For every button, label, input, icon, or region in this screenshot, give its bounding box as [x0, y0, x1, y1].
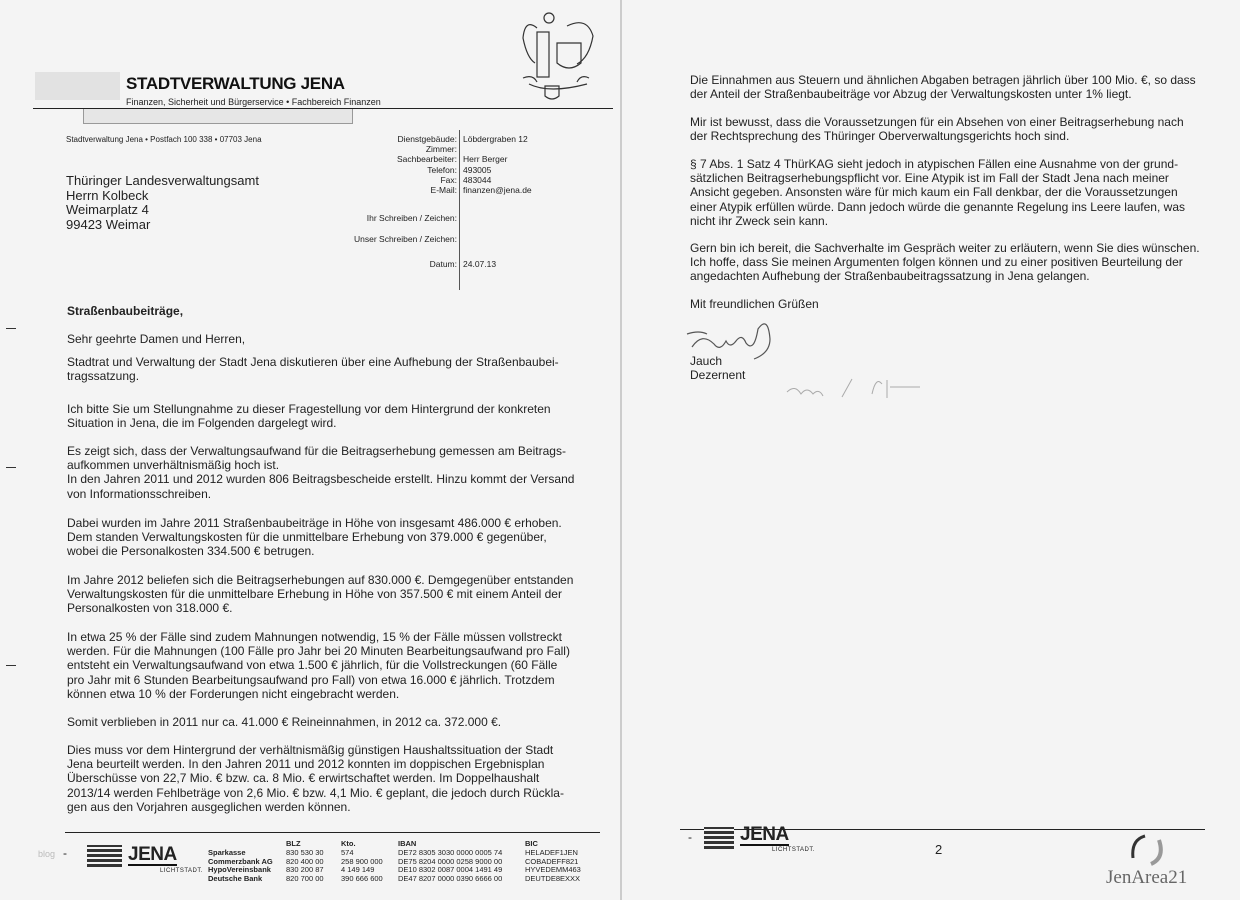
blog-watermark: blog [38, 849, 56, 859]
paragraph [67, 444, 574, 501]
text-line: Es zeigt sich, dass der Verwaltungsaufwand für die Beitragserhebung gemessen am Beitrags- [67, 444, 566, 458]
paragraph [67, 402, 551, 430]
text-line: Straßenbaubeiträge, [67, 304, 184, 318]
paragraph [67, 630, 570, 701]
text-line: Ich hoffe, dass Sie meinen Argumenten folgen können und zu einer positiven Beurteilung der [690, 255, 1183, 270]
signature-name: Jauch [690, 354, 723, 368]
info-label: Zimmer: [425, 144, 457, 155]
datum-value: 24.07.13 [463, 259, 497, 269]
bank-cell: HELADEF1JEN [525, 848, 578, 857]
text-line: der Rechtsprechung des Thüringer Oberverwaltungsgerichts hoch sind. [690, 129, 1070, 144]
info-label: E-Mail: [430, 185, 457, 195]
text-line: entsteht ein Verwaltungsaufwand von etwa 1.500 € jährlich, für die Vollstreckungen (60 Fälle [67, 658, 558, 673]
text-line: Mit freundlichen Grüßen [690, 297, 819, 311]
paragraph [67, 573, 573, 616]
sender-line: Stadtverwaltung Jena • Postfach 100 338 • 07703 Jena [66, 135, 262, 144]
bank-header: IBAN [398, 839, 417, 848]
text-line: Dabei wurden im Jahre 2011 Straßenbaubeiträge in Höhe von insgesamt 486.000 € erhoben. [67, 516, 562, 530]
paragraph [690, 115, 1184, 143]
text-line: Mir ist bewusst, dass die Voraussetzungen für ein Absehen von einer Beitragserhebung nach [690, 115, 1184, 129]
text-line: sätzlichen Beitragserhebungspflicht vor. Eine Atypik ist im Fall der Stadt Jena nach meiner [690, 171, 1169, 186]
info-value: Herr Berger [463, 154, 508, 165]
text-line: der Anteil der Straßenbaubeiträge vor Abzug der Verwaltungskosten unter 1% liegt. [690, 87, 1132, 102]
bank-cell: 390 666 600 [341, 874, 383, 884]
recipient-line: 99423 Weimar [66, 216, 151, 232]
text-line: In den Jahren 2011 und 2012 wurden 806 Beitragsbescheide erstellt. Hinzu kommt der Versand [67, 472, 575, 487]
unser-schreiben-label: Unser Schreiben / Zeichen: [354, 234, 457, 244]
text-line: Ansicht gegeben. Ansonsten wäre für mich kaum ein Fall denkbar, der die Voraussetzungen [690, 185, 1178, 200]
jenarea-logo-icon [1127, 832, 1167, 868]
text-line: pro Jahr mit 6 Stunden Bearbeitungsaufwand pro Fall) von etwa 16.000 € jährlich. Trotzdem [67, 672, 555, 687]
text-line: Personalkosten von 318.000 €. [67, 601, 233, 616]
bank-cell: DE75 8204 0000 0258 9000 00 [398, 856, 503, 866]
bank-cell: DE10 8302 0087 0004 1491 49 [398, 865, 503, 875]
text-line: In etwa 25 % der Fälle sind zudem Mahnungen notwendig, 15 % der Fälle müssen vollstreckt [67, 630, 562, 644]
text-line: Somit verblieben in 2011 nur ca. 41.000 € Reineinnahmen, in 2012 ca. 372.000 €. [67, 715, 502, 729]
jena-logo-icon [704, 827, 734, 849]
text-line: nicht ihr Zweck sein kann. [690, 213, 829, 228]
bank-name: HypoVereinsbank [208, 865, 271, 875]
text-line: tragssatzung. [67, 369, 140, 384]
text-line: Stadtrat und Verwaltung der Stadt Jena diskutieren über eine Aufhebung der Straßenbaubei- [67, 355, 559, 369]
info-value: Löbdergraben 12 [463, 134, 528, 144]
bank-header: BIC [525, 839, 538, 848]
ihr-schreiben-label: Ihr Schreiben / Zeichen: [366, 213, 457, 223]
text-line: gen aus den Vorjahren ausgeglichen werden können. [67, 799, 351, 814]
jena-logo-text: JENA [740, 824, 789, 845]
info-label: Sachbearbeiter: [396, 154, 457, 165]
handwritten-note [782, 372, 952, 402]
redacted-block [35, 72, 120, 100]
coat-of-arms-logo [517, 8, 599, 108]
text-line: § 7 Abs. 1 Satz 4 ThürKAG sieht jedoch in atypischen Fällen eine Ausnahme von der grund- [690, 157, 1179, 171]
paragraph [67, 743, 564, 814]
text-line: Jena beurteilt werden. In den Jahren 2011 und 2012 konnten im doppischen Ergebnisplan [67, 757, 545, 772]
paragraph [690, 157, 1185, 228]
letter-page-1: STADTVERWALTUNG JENA Finanzen, Sicherheit und Bürgerservice • Fachbereich Finanzen Stadtverwaltung Jena • Postfach 100 338 • 07703 Jena Thüringer Landesverwaltungsamt Herrn Kolbeck Weimarplatz 4 99423 Weimar Dienstgebäude: Löbdergraben 12 Zimmer: Sachbearbeiter: Herr Berger Telefon: 493005 Fax: 483044 E-Mail: finanzen@jena.de Ihr Schreiben / Zeichen: Unser Schreiben / Zeichen: Datum: 24.07.13 Straßenbaubeiträge, Sehr geehrte Damen und Herren, Stadtrat und Verwaltung der Stadt Jena diskutieren über eine Aufhebung der Straßenbaubei- tragssatzung. Ich bitte Sie um Stellungnahme zu dieser Fragestellung vor dem Hintergrund der konkreten Situation in Jena, die im Folgenden dargelegt wird. Es zeigt sich, dass der Verwaltungsaufwand für die Beitragserhebung gemessen am Beitrags- aufkommen unverhältnismäßig hoch ist. In den Jahren 2011 und 2012 wurden 806 Beitragsbescheide erstellt. Hinzu kommt der Versand von Informationsschreiben. Dabei wurden im Jahre 2011 Straßenbaubeiträge in Höhe von insgesamt 486.000 € erhoben. Dem standen Verwaltungskosten für die unmittelbare Erhebung von 379.000 € gegenüber, wobei die Personalkosten 334.500 € betrugen. Im Jahre 2012 beliefen sich die Beitragserhebungen auf 830.000 €. Demgegenüber entstanden Verwaltungskosten für die unmittelbare Erhebung in Höhe von 357.500 € mit einem Anteil der Personalkosten von 318.000 €. In etwa 25 % der Fälle sind zudem Mahnungen notwendig, 15 % der Fälle müssen vollstreckt werden. Für die Mahnungen (100 Fälle pro Jahr bei 20 Minuten Bearbeitungsaufwand pro Fall) entsteht ein Verwaltungsaufwand von etwa 1.500 € jährlich, für die Vollstreckungen (60 Fälle pro Jahr mit 6 Stunden Bearbeitungsaufwand pro Fall) von etwa 16.000 € jährlich. Trotzdem können etwa 10 % der Forderungen nicht eingebracht werden. Somit verblieben in 2011 nur ca. 41.000 € Reineinnahmen, in 2012 ca. 372.000 €. Dies muss vor dem Hintergrund der verhältnismäßig günstigen Haushaltssituation der Stadt Jena beurteilt werden. In den Jahren 2011 und 2012 konnten im doppischen Ergebnisplan Überschüsse von 22,7 Mio. € bzw. ca. 8 Mio. € erwirtschaftet werden. Im Doppelhaushalt 2013/14 werden Fehlbeträge von 2,6 Mio. € bzw. 4,1 Mio. € geplant, die jedoch durch Rückla- gen aus den Vorjahren ausgeglichen werden können. blog - JENA LICHTSTADT. BLZ Kto. IBAN BIC Sparkasse 830 530 30 574 DE72 8305 3030 0000 0005 74 HELADEF1JEN Commerzbank AG 820 400 00 258 900 000 DE75 8204 0000 0258 9000 00 COBADEFF821 HypoVereinsbank 830 200 87 4 149 149 DE10 8302 0087 0004 1491 49 HYVEDEMM463 Deutsche Bank 820 700 00 390 666 600 DE47 8207 0000 0390 6666 00 DEUTDE8EXXX [0, 0, 620, 900]
bank-cell: 4 149 149 [341, 865, 375, 875]
jena-logo-text: JENA [128, 844, 177, 865]
bank-cell: 820 400 00 [286, 856, 324, 866]
text-line: aufkommen unverhältnismäßig hoch ist. [67, 458, 280, 473]
text-line: von Informationsschreiben. [67, 486, 212, 501]
bank-cell: HYVEDEMM463 [525, 865, 581, 875]
paragraph [67, 715, 501, 729]
text-line: Überschüsse von 22,7 Mio. € bzw. ca. 8 Mio. € erwirtschaftet werden. Im Doppelhaushalt [67, 771, 540, 786]
bank-cell: 574 [341, 848, 354, 857]
text-line: Dies muss vor dem Hintergrund der verhältnismäßig günstigen Haushaltssituation der Stadt [67, 743, 554, 757]
text-line: 2013/14 werden Fehlbeträge von 2,6 Mio. € bzw. 4,1 Mio. € geplant, die jedoch durch Rückla- [67, 785, 564, 800]
letter-page-2: Die Einnahmen aus Steuern und ähnlichen Abgaben betragen jährlich über 100 Mio. €, so dass der Anteil der Straßenbaubeiträge vor Abzug der Verwaltungskosten unter 1% liegt. Mir ist bewusst, dass die Voraussetzungen für ein Absehen von einer Beitragserhebung nach der Rechtsprechung des Thüringer Oberverwaltungsgerichts hoch sind. § 7 Abs. 1 Satz 4 ThürKAG sieht jedoch in atypischen Fällen eine Ausnahme von der grund- sätzlichen Beitragserhebungspflicht vor. Eine Atypik ist im Fall der Stadt Jena nach meiner Ansicht gegeben. Ansonsten wäre für mich kaum ein Fall denkbar, der die Voraussetzungen einer Atypik erfüllen würde. Dann jedoch würde die genannte Regelung ins Leere laufen, was nicht ihr Zweck sein kann. Gern bin ich bereit, die Sachverhalte im Gespräch weiter zu erläutern, wenn Sie dies wünschen. Ich hoffe, dass Sie meinen Argumenten folgen können und zu einer positiven Beurteilung der angedachten Aufhebung der Straßenbaubeitragssatzung in Jena gelangen. Mit freundlichen Grüßen Jauch Dezernent - JENA LICHTSTADT. 2 JenArea21 [622, 0, 1240, 900]
bank-header: Kto. [341, 839, 356, 848]
bank-name: Commerzbank AG [208, 856, 273, 866]
text-line: können etwa 10 % der Forderungen nicht eingebracht werden. [67, 686, 400, 701]
paragraph [690, 73, 1196, 101]
bank-cell: DE72 8305 3030 0000 0005 74 [398, 848, 503, 857]
bank-cell: DE47 8207 0000 0390 6666 00 [398, 874, 503, 884]
bank-cell: 258 900 000 [341, 856, 383, 866]
text-line: Verwaltungskosten für die unmittelbare Erhebung in Höhe von 357.500 € mit einem Anteil der [67, 587, 562, 602]
info-value: 493005 [463, 164, 492, 175]
bank-cell: 830 200 87 [286, 865, 324, 875]
paragraph [690, 297, 819, 311]
text-line: Sehr geehrte Damen und Herren, [67, 332, 246, 346]
text-line: Die Einnahmen aus Steuern und ähnlichen Abgaben betragen jährlich über 100 Mio. €, so dass [690, 73, 1196, 87]
text-line: werden. Für die Mahnungen (100 Fälle pro Jahr bei 20 Minuten Bearbeitungsaufwand pro Fall) [67, 644, 570, 659]
text-line: Gern bin ich bereit, die Sachverhalte im Gespräch weiter zu erläutern, wenn Sie dies wünschen. [690, 241, 1200, 255]
bank-cell: 830 530 30 [286, 848, 324, 857]
paragraph [67, 332, 245, 346]
bank-header: BLZ [286, 839, 301, 848]
recipient-address [66, 174, 259, 232]
bank-cell: DEUTDE8EXXX [525, 874, 581, 884]
bank-name: Deutsche Bank [208, 874, 263, 884]
text-line: wobei die Personalkosten 334.500 € betrugen. [67, 544, 315, 559]
recipient-line: Herrn Kolbeck [66, 187, 149, 203]
jena-logo-icon [87, 845, 122, 867]
text-line: Dem standen Verwaltungskosten für die unmittelbare Erhebung von 379.000 € gegenüber, [67, 530, 547, 545]
lichtstadt-text: LICHTSTADT. [160, 868, 204, 874]
recipient-line: Weimarplatz 4 [66, 202, 149, 217]
datum-label: Datum: [429, 259, 457, 269]
bank-name: Sparkasse [208, 848, 246, 857]
paragraph [690, 241, 1200, 284]
text-line: einer Atypik erfüllen würde. Dann jedoch würde die genannte Regelung ins Leere laufen, was [690, 199, 1185, 214]
letterhead-subtitle: Finanzen, Sicherheit und Bürgerservice • Fachbereich Finanzen [126, 97, 381, 107]
info-value: 483044 [463, 174, 492, 185]
text-line: Ich bitte Sie um Stellungnahme zu dieser Fragestellung vor dem Hintergrund der konkreten [67, 402, 551, 416]
info-label: Dienstgebäude: [397, 134, 457, 144]
page-number: 2 [935, 842, 943, 857]
paragraph [67, 516, 562, 559]
text-line: angedachten Aufhebung der Straßenbaubeitragssatzung in Jena gelangen. [690, 269, 1090, 284]
bank-cell: COBADEFF821 [525, 856, 579, 866]
letterhead-title: STADTVERWALTUNG JENA [126, 74, 345, 93]
paragraph [67, 355, 559, 383]
jenarea-logo-text: JenArea21 [1106, 867, 1188, 888]
text-line: Situation in Jena, die im Folgenden dargelegt wird. [67, 416, 337, 431]
bank-cell: 820 700 00 [286, 874, 324, 884]
paragraph [67, 304, 183, 318]
info-label: Telefon: [427, 164, 457, 175]
recipient-line: Thüringer Landesverwaltungsamt [66, 173, 259, 188]
redacted-block [83, 109, 353, 124]
lichtstadt-text: LICHTSTADT. [772, 847, 816, 853]
info-value: finanzen@jena.de [463, 185, 532, 195]
text-line: Im Jahre 2012 beliefen sich die Beitragserhebungen auf 830.000 €. Demgegenüber entstanden [67, 573, 574, 587]
info-label: Fax: [440, 174, 457, 185]
signature-role: Dezernent [690, 368, 746, 382]
